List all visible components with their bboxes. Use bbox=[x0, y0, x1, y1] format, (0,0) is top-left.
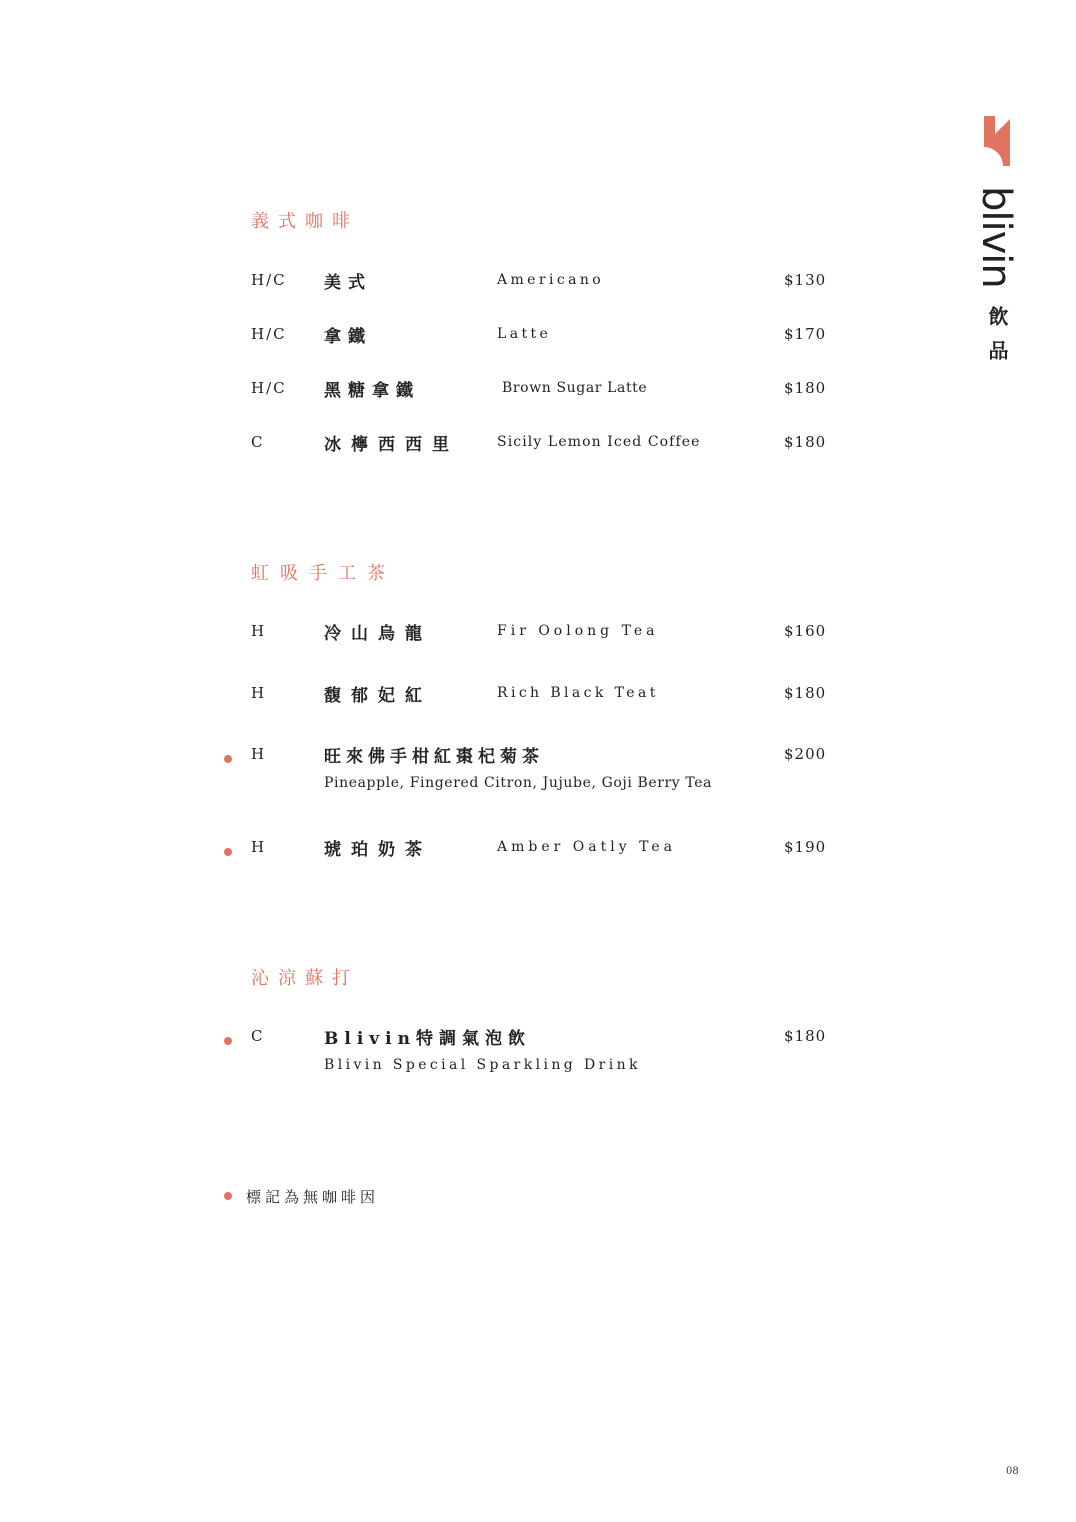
item-name-en: Latte bbox=[497, 326, 552, 342]
item-price: $160 bbox=[784, 622, 827, 640]
item-name-zh: 馥郁妃紅 bbox=[324, 686, 432, 706]
brand-logo-icon bbox=[984, 116, 1012, 166]
menu-item bbox=[0, 1027, 1076, 1073]
temp-label: H/C bbox=[251, 325, 287, 343]
item-price: $170 bbox=[784, 325, 827, 343]
page-label: 飲品 bbox=[985, 306, 1009, 374]
item-name-en: Fir Oolong Tea bbox=[497, 623, 659, 639]
menu-item bbox=[0, 433, 1076, 463]
item-price: $180 bbox=[784, 684, 827, 702]
item-name-zh: 冷山烏龍 bbox=[324, 624, 432, 644]
menu-item bbox=[0, 684, 1076, 714]
decaf-marker bbox=[224, 848, 232, 856]
temp-label: H/C bbox=[251, 271, 287, 289]
item-name-zh: 黑糖拿鐵 bbox=[324, 381, 420, 401]
item-name-zh: 琥珀奶茶 bbox=[324, 840, 432, 860]
item-price: $130 bbox=[784, 271, 827, 289]
item-name-zh: 冰檸西西里 bbox=[324, 435, 459, 455]
temp-label: H bbox=[251, 622, 267, 640]
temp-label: H bbox=[251, 745, 267, 763]
item-name-zh: 旺來佛手柑紅棗杞菊茶 bbox=[324, 747, 544, 767]
item-name-en: Pineapple, Fingered Citron, Jujube, Goji Berry Tea bbox=[324, 775, 713, 791]
menu-item bbox=[0, 622, 1076, 652]
item-price: $200 bbox=[784, 745, 827, 763]
temp-label: H bbox=[251, 684, 267, 702]
item-name-en: Rich Black Teat bbox=[497, 685, 659, 701]
temp-label: H/C bbox=[251, 379, 287, 397]
item-name-en: Sicily Lemon Iced Coffee bbox=[497, 434, 701, 450]
item-price: $180 bbox=[784, 379, 827, 397]
item-name-zh: 拿鐵 bbox=[324, 327, 372, 347]
menu-item bbox=[0, 271, 1076, 301]
item-name-en: Amber Oatly Tea bbox=[497, 839, 676, 855]
item-name-zh: Blivin特調氣泡飲 bbox=[324, 1029, 531, 1049]
menu-item bbox=[0, 838, 1076, 868]
section-title-soda: 沁涼蘇打 bbox=[251, 968, 359, 989]
item-name-en: Americano bbox=[497, 272, 605, 288]
page-number: 08 bbox=[1006, 1466, 1019, 1477]
decaf-marker bbox=[224, 1037, 232, 1045]
item-price: $190 bbox=[784, 838, 827, 856]
item-name-en: Brown Sugar Latte bbox=[502, 380, 648, 396]
item-price: $180 bbox=[784, 1027, 827, 1045]
brand-name: blivin bbox=[973, 186, 1019, 288]
item-name-en: Blivin Special Sparkling Drink bbox=[324, 1057, 641, 1073]
menu-item bbox=[0, 745, 1076, 791]
section-title-espresso: 義式咖啡 bbox=[251, 211, 359, 232]
item-name-zh: 美式 bbox=[324, 273, 372, 293]
section-title-siphon-tea: 虹吸手工茶 bbox=[251, 563, 396, 584]
decaf-marker bbox=[224, 755, 232, 763]
menu-item bbox=[0, 379, 1076, 409]
item-price: $180 bbox=[784, 433, 827, 451]
temp-label: C bbox=[251, 433, 265, 451]
decaf-marker bbox=[224, 1192, 232, 1200]
menu-item bbox=[0, 325, 1076, 355]
temp-label: C bbox=[251, 1027, 265, 1045]
footnote-text: 標記為無咖啡因 bbox=[246, 1188, 380, 1206]
temp-label: H bbox=[251, 838, 267, 856]
